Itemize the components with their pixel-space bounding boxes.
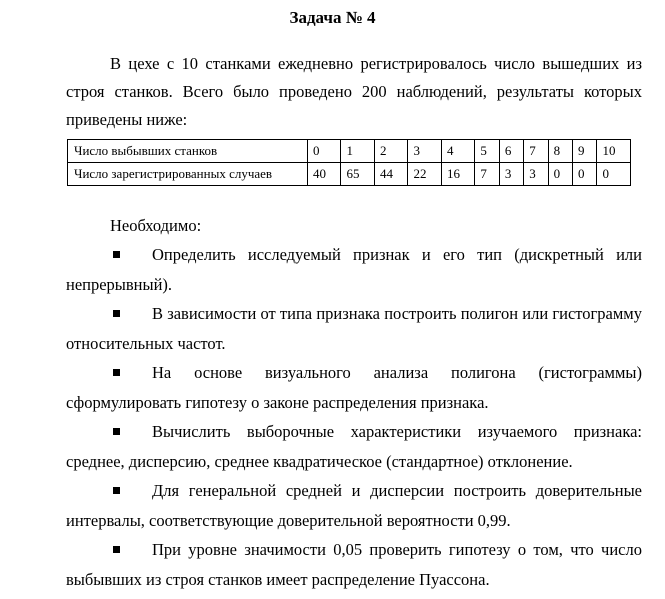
table-cell: 7 xyxy=(524,140,548,163)
intro-paragraph: В цехе с 10 станками ежедневно регистрировалось число вышедших из строя станков. Всего было проведено 200 наблюдений, результаты которых приведены ниже: xyxy=(66,54,642,129)
list-item-text: При уровне значимости 0,05 проверить гипотезу о том, что число выбывших из строя станков имеет распределение Пуассона. xyxy=(66,540,642,589)
table-cell: 9 xyxy=(573,140,597,163)
list-item xyxy=(66,535,642,594)
square-bullet-icon xyxy=(113,487,120,494)
row-label-machines: Число выбывших станков xyxy=(68,140,308,163)
table-cell: 16 xyxy=(441,163,474,186)
list-item xyxy=(66,358,642,417)
requirements-heading: Необходимо: xyxy=(110,216,202,235)
list-item-text: Для генеральной средней и дисперсии построить доверительные интервалы, соответствующие доверительной вероятности 0,99. xyxy=(66,481,642,530)
table-cell: 44 xyxy=(374,163,407,186)
table-cell: 3 xyxy=(408,140,441,163)
table-cell: 3 xyxy=(499,163,523,186)
list-item-text: Определить исследуемый признак и его тип (дискретный или непрерывный). xyxy=(66,245,642,294)
table-cell: 22 xyxy=(408,163,441,186)
table-cell: 0 xyxy=(548,163,572,186)
table-row xyxy=(68,140,631,163)
row-label-cases: Число зарегистрированных случаев xyxy=(68,163,308,186)
table-cell: 2 xyxy=(374,140,407,163)
data-table xyxy=(67,139,631,186)
table-cell: 40 xyxy=(308,163,341,186)
list-item-text: В зависимости от типа признака построить полигон или гистограмму относительных частот. xyxy=(66,304,642,353)
square-bullet-icon xyxy=(113,428,120,435)
square-bullet-icon xyxy=(113,251,120,258)
square-bullet-icon xyxy=(113,546,120,553)
table-cell: 4 xyxy=(441,140,474,163)
list-item xyxy=(66,417,642,476)
list-item xyxy=(66,240,642,299)
table-cell: 5 xyxy=(475,140,499,163)
table-cell: 6 xyxy=(499,140,523,163)
requirements-list xyxy=(66,240,642,594)
table-cell: 0 xyxy=(573,163,597,186)
table-cell: 1 xyxy=(341,140,374,163)
table-cell: 8 xyxy=(548,140,572,163)
table-cell: 0 xyxy=(597,163,631,186)
table-cell: 7 xyxy=(475,163,499,186)
square-bullet-icon xyxy=(113,310,120,317)
table-cell: 65 xyxy=(341,163,374,186)
list-item xyxy=(66,299,642,358)
problem-title: Задача № 4 xyxy=(289,8,376,27)
table-cell: 0 xyxy=(308,140,341,163)
table-cell: 3 xyxy=(524,163,548,186)
table-cell: 10 xyxy=(597,140,631,163)
square-bullet-icon xyxy=(113,369,120,376)
list-item-text: На основе визуального анализа полигона (гистограммы) сформулировать гипотезу о законе распределения признака. xyxy=(66,363,642,412)
table-row xyxy=(68,163,631,186)
list-item-text: Вычислить выборочные характеристики изучаемого признака: среднее, дисперсию, среднее квадратическое (стандартное) отклонение. xyxy=(66,422,642,471)
list-item xyxy=(66,476,642,535)
